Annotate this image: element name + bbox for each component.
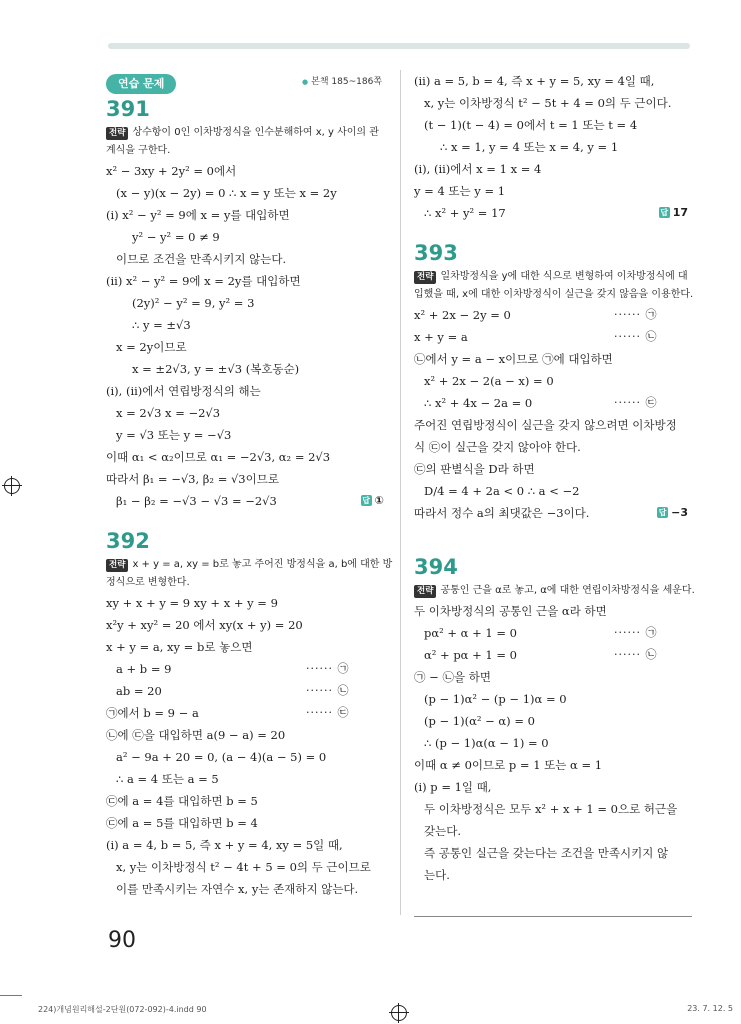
solution-text: ㉡에 ㉢을 대입하면 a(9 − a) = 20: [106, 728, 286, 742]
solution-line: [414, 304, 692, 326]
footer-date: 23. 7. 12. 5: [687, 1004, 733, 1013]
equation-mark: ㉢: [645, 396, 658, 409]
leader-dots: ······: [614, 648, 646, 661]
solution-line: [106, 636, 388, 658]
solution-text: 는다.: [424, 868, 450, 882]
solution-text: x² + 2x − 2y = 0: [414, 308, 511, 322]
solution-line: [106, 226, 388, 248]
solution-line: [414, 414, 692, 436]
equation-label: [306, 658, 349, 680]
solution-line: [106, 402, 388, 424]
solution-text: ∴ x = 1, y = 4 또는 x = 4, y = 1: [440, 140, 619, 154]
answer: [657, 502, 688, 524]
answer-icon: 답: [658, 508, 667, 517]
solution-line: [106, 160, 388, 182]
equation-mark: ㉠: [645, 308, 658, 321]
solution-line: [106, 380, 388, 402]
footer-file: 224)개념원리해설-2단원(072-092)-4.indd 90: [38, 1005, 207, 1014]
solution-line: [414, 136, 692, 158]
solution-text: y = √3 또는 y = −√3: [116, 428, 232, 442]
solution-line: [106, 812, 388, 834]
solution-text: x² + 2x − 2(a − x) = 0: [424, 374, 554, 388]
column-divider: [400, 70, 401, 915]
solution-text: x + y = a, xy = b로 놓으면: [106, 640, 253, 654]
solution-text: ∴ y = ±√3: [132, 318, 191, 332]
solution-text: (t − 1)(t − 4) = 0에서 t = 1 또는 t = 4: [424, 118, 638, 132]
solution-line: [414, 798, 692, 820]
leader-dots: ······: [614, 330, 646, 343]
leader-dots: ······: [614, 626, 646, 639]
solution-text: D/4 = 4 + 2a < 0 ∴ a < −2: [424, 484, 580, 498]
solution-text: a² − 9a + 20 = 0, (a − 4)(a − 5) = 0: [116, 750, 327, 764]
solution-text: 즉 공통인 실근을 갖는다는 조건을 만족시키지 않: [424, 846, 669, 860]
solution-text: pα² + α + 1 = 0: [424, 626, 517, 640]
solution-text: 따라서 정수 a의 최댓값은 −3이다.: [414, 506, 590, 520]
solution-line: [414, 370, 692, 392]
strategy-text: 일차방정식을 y에 대한 식으로 변형하여 이차방정식에 대: [440, 271, 688, 282]
solution-line: [414, 754, 692, 776]
solution-line: [414, 600, 692, 622]
solution-line: [414, 622, 692, 644]
registration-mark-bottom: [391, 1005, 407, 1021]
solution-text: x² − 3xy + 2y² = 0에서: [106, 164, 237, 178]
solution-text: y² − y² = 0 ≠ 9: [132, 230, 220, 244]
equation-label: [306, 702, 349, 724]
equation-label: [614, 326, 657, 348]
solution-text: y = 4 또는 y = 1: [414, 184, 506, 198]
leader-dots: ······: [306, 662, 338, 675]
solution-text: xy + x + y = 9 xy + x + y = 9: [106, 596, 278, 610]
solution-line: [414, 92, 692, 114]
solution-text: ㉢에 a = 5를 대입하면 b = 4: [106, 816, 258, 830]
solution-line: [106, 614, 388, 636]
solution-line: [414, 458, 692, 480]
solution-text: ∴ a = 4 또는 a = 5: [116, 772, 219, 786]
left-column: [106, 70, 393, 900]
spacer: [414, 524, 692, 538]
solution-text: (i) a = 4, b = 5, 즉 x + y = 4, xy = 5일 때,: [106, 838, 343, 852]
solution-text: (i) x² − y² = 9에 x = y를 대입하면: [106, 208, 290, 222]
solution-line: [106, 424, 388, 446]
solution-line: [106, 248, 388, 270]
equation-label: [614, 392, 657, 414]
solution-line: [106, 292, 388, 314]
registration-mark-left: [4, 478, 20, 494]
solution-line: [414, 202, 692, 224]
strategy-tag: 전략: [106, 559, 128, 572]
solution-text: x = 2y이므로: [116, 340, 187, 354]
solution-text: ㉠ − ㉡을 하면: [414, 670, 491, 684]
solution-line: [106, 358, 388, 380]
equation-label: [614, 622, 657, 644]
solution-line: [414, 688, 692, 710]
solution-line: [414, 326, 692, 348]
leader-dots: ······: [614, 308, 646, 321]
problem-number: 394: [414, 555, 458, 579]
spacer: [414, 538, 692, 552]
strategy-text: 계식을 구한다.: [106, 145, 171, 156]
solution-text: 식 ㉢이 실근을 갖지 않아야 한다.: [414, 440, 581, 454]
solution-line: [106, 446, 388, 468]
solution-line: [106, 724, 388, 746]
solution-line: [414, 644, 692, 666]
strategy-tag: 전략: [414, 271, 436, 284]
spacer: [106, 512, 388, 526]
problem-number: 391: [106, 97, 150, 121]
solution-text: (ii) a = 5, b = 4, 즉 x + y = 5, xy = 4일 때,: [414, 74, 655, 88]
solution-text: (p − 1)α² − (p − 1)α = 0: [424, 692, 567, 706]
strategy-text: 정식으로 변형한다.: [106, 577, 190, 588]
solution-text: ∴ (p − 1)α(α − 1) = 0: [424, 736, 549, 750]
solution-line: [106, 314, 388, 336]
strategy-text: 입했을 때, x에 대한 이차방정식이 실근을 갖지 않음을 이용한다.: [414, 289, 694, 300]
solution-text: 갖는다.: [424, 824, 461, 838]
strategy-line: [106, 574, 388, 592]
solution-text: (i), (ii)에서 연립방정식의 해는: [106, 384, 261, 398]
solution-line: [414, 864, 692, 886]
equation-mark: ㉢: [337, 706, 350, 719]
spacer: [414, 224, 692, 238]
equation-label: [614, 304, 657, 326]
strategy-line: [106, 124, 388, 142]
exercise-header: [106, 70, 388, 94]
solution-line: [106, 204, 388, 226]
solution-text: ∴ x² + 4x − 2a = 0: [424, 396, 533, 410]
solution-text: ab = 20: [116, 684, 162, 698]
solution-text: ∴ x² + y² = 17: [424, 206, 506, 220]
right-column: [414, 70, 695, 886]
solution-text: (2y)² − y² = 9, y² = 3: [132, 296, 255, 310]
solution-line: [414, 392, 692, 414]
equation-mark: ㉠: [337, 662, 350, 675]
solution-line: [414, 348, 692, 370]
solution-line: [414, 842, 692, 864]
equation-mark: ㉡: [645, 330, 658, 343]
strategy-tag: 전략: [414, 585, 436, 598]
solution-line: [106, 270, 388, 292]
solution-text: 이때 α₁ < α₂이므로 α₁ = −2√3, α₂ = 2√3: [106, 450, 331, 464]
solution-line: [106, 592, 388, 614]
solution-text: ㉢의 판별식을 D라 하면: [414, 462, 535, 476]
strategy-line: [106, 556, 393, 574]
exercise-badge: 연습 문제: [106, 74, 176, 94]
textbook-reference: ● 본책 185~186쪽: [302, 70, 382, 94]
solution-line: [106, 182, 388, 204]
solution-text: ㉠에서 b = 9 − a: [106, 706, 199, 720]
solution-text: 주어진 연립방정식이 실근을 갖지 않으려면 이차방정: [414, 418, 677, 432]
answer-icon: 답: [660, 208, 669, 217]
solution-line: [106, 490, 388, 512]
solution-line: [414, 710, 692, 732]
solution-line: [106, 768, 388, 790]
solution-line: [106, 790, 388, 812]
solution-text: 이므로 조건을 만족시키지 않는다.: [116, 252, 287, 266]
solution-text: x + y = a: [414, 330, 468, 344]
solution-text: (p − 1)(α² − α) = 0: [424, 714, 535, 728]
solution-text: ㉡에서 y = a − x이므로 ㉠에 대입하면: [414, 352, 613, 366]
solution-text: 이를 만족시키는 자연수 x, y는 존재하지 않는다.: [116, 882, 359, 896]
solution-text: 두 이차방정식의 공통인 근을 α라 하면: [414, 604, 607, 618]
problem-number: 393: [414, 241, 458, 265]
solution-line: [106, 658, 388, 680]
solution-text: 이때 α ≠ 0이므로 p = 1 또는 α = 1: [414, 758, 603, 772]
solution-text: x = ±2√3, y = ±√3 (복호동순): [132, 362, 300, 376]
solution-line: [106, 856, 388, 878]
strategy-line: [414, 582, 695, 600]
bottom-rule: [414, 916, 692, 917]
answer-value: −3: [671, 506, 688, 519]
solution-line: [414, 436, 692, 458]
solution-line: [106, 702, 388, 724]
leader-dots: ······: [306, 684, 338, 697]
solution-text: 두 이차방정식은 모두 x² + x + 1 = 0으로 허근을: [424, 802, 678, 816]
answer: [659, 202, 688, 224]
strategy-text: 공통인 근을 α로 놓고, α에 대한 연립이차방정식을 세운다.: [440, 585, 695, 596]
footer-line: [0, 995, 22, 996]
leader-dots: ······: [614, 396, 646, 409]
answer: [361, 490, 384, 512]
leader-dots: ······: [306, 706, 338, 719]
solution-line: [414, 776, 692, 798]
solution-line: [106, 746, 388, 768]
solution-text: x²y + xy² = 20 에서 xy(x + y) = 20: [106, 618, 303, 632]
solution-line: [106, 680, 388, 702]
solution-text: α² + pα + 1 = 0: [424, 648, 517, 662]
strategy-line: [414, 268, 692, 286]
strategy-text: x + y = a, xy = b로 놓고 주어진 방정식을 a, b에 대한 방: [132, 559, 393, 570]
answer-value: 17: [672, 206, 688, 219]
solution-text: x, y는 이차방정식 t² − 5t + 4 = 0의 두 근이다.: [424, 96, 672, 110]
solution-line: [414, 666, 692, 688]
solution-line: [414, 158, 692, 180]
solution-text: ㉢에 a = 4를 대입하면 b = 5: [106, 794, 258, 808]
solution-text: (ii) x² − y² = 9에 x = 2y를 대입하면: [106, 274, 301, 288]
answer-value: ①: [374, 494, 384, 507]
solution-line: [414, 732, 692, 754]
page-number: 90: [108, 928, 136, 953]
solution-line: [106, 834, 388, 856]
solution-line: [106, 468, 388, 490]
solution-text: (i), (ii)에서 x = 1 x = 4: [414, 162, 542, 176]
solution-text: β₁ − β₂ = −√3 − √3 = −2√3: [116, 494, 277, 508]
strategy-tag: 전략: [106, 127, 128, 140]
solution-line: [414, 180, 692, 202]
equation-mark: ㉠: [645, 626, 658, 639]
solution-text: (x − y)(x − 2y) = 0 ∴ x = y 또는 x = 2y: [116, 186, 337, 200]
strategy-line: [106, 142, 388, 160]
strategy-text: 상수항이 0인 이차방정식을 인수분해하여 x, y 사이의 관: [132, 127, 379, 138]
solution-line: [414, 820, 692, 842]
equation-mark: ㉡: [645, 648, 658, 661]
solution-text: (i) p = 1일 때,: [414, 780, 492, 794]
problem-number: 392: [106, 529, 150, 553]
answer-icon: 답: [362, 496, 371, 505]
solution-line: [414, 480, 692, 502]
solution-text: a + b = 9: [116, 662, 172, 676]
equation-label: [614, 644, 657, 666]
strategy-line: [414, 286, 692, 304]
equation-label: [306, 680, 349, 702]
solution-line: [414, 70, 692, 92]
solution-line: [106, 336, 388, 358]
solution-text: x = 2√3 x = −2√3: [116, 406, 221, 420]
solution-text: 따라서 β₁ = −√3, β₂ = √3이므로: [106, 472, 279, 486]
top-bar: [108, 43, 690, 49]
equation-mark: ㉡: [337, 684, 350, 697]
solution-line: [414, 502, 692, 524]
solution-text: x, y는 이차방정식 t² − 4t + 5 = 0의 두 근이므로: [116, 860, 371, 874]
solution-line: [414, 114, 692, 136]
solution-line: [106, 878, 388, 900]
